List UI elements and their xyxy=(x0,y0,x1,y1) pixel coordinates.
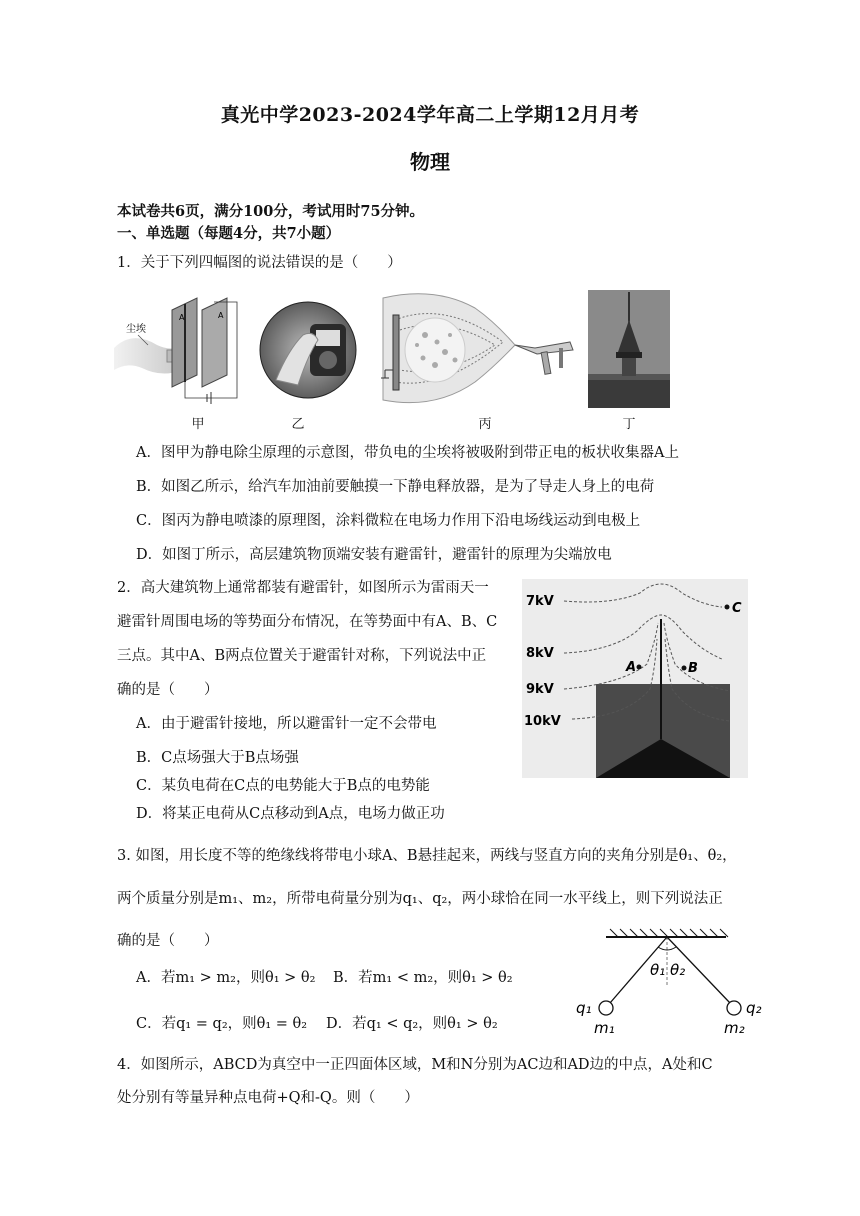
figure-ding-lightning-rod xyxy=(588,290,670,408)
dust-label: 尘埃 xyxy=(126,324,146,335)
plate-a-label: A xyxy=(218,311,224,320)
q1-label: q₁ xyxy=(576,999,592,1017)
q3-option-d: D．若q₁ < q₂，则θ₁ > θ₂ xyxy=(326,1016,498,1032)
q4-stem-line-2: 处分别有等量异种点电荷+Q和-Q。则（ ） xyxy=(117,1090,419,1106)
q3-option-c: C．若q₁ = q₂，则θ₁ = θ₂ xyxy=(136,1016,308,1032)
q3-stem-line-1: 3. 如图，用长度不等的绝缘线将带电小球A、B悬挂起来，两线与竖直方向的夹角分别是θ₁、θ₂， xyxy=(117,848,737,864)
figure-label-yi: 乙 xyxy=(291,417,305,432)
q3-option-a: A．若m₁ > m₂，则θ₁ > θ₂ xyxy=(136,970,316,986)
figure-hanging-balls xyxy=(570,925,770,1040)
section-heading: 一、单选题（每题4分，共7小题） xyxy=(117,225,341,242)
q2-option-d: D．将某正电荷从C点移动到A点，电场力做正功 xyxy=(136,806,445,822)
potential-7kv: 7kV xyxy=(526,594,554,609)
q2-stem-line-4: 确的是（ ） xyxy=(117,682,219,698)
figure-label-ding: 丁 xyxy=(622,417,636,432)
figure-label-bing: 丙 xyxy=(478,417,492,432)
figure-label-jia: 甲 xyxy=(191,417,205,432)
q3-stem-line-2: 两个质量分别是m₁、m₂，所带电荷量分别为q₁、q₂，两小球恰在同一水平线上，则下列说法正 xyxy=(117,891,723,907)
potential-10kv: 10kV xyxy=(524,714,561,729)
figure-bing-spray xyxy=(375,290,580,415)
q1-option-c: C．图丙为静电喷漆的原理图，涂料微粒在电场力作用下沿电场线运动到电极上 xyxy=(136,513,641,529)
q1-option-d: D．如图丁所示，高层建筑物顶端安装有避雷针，避雷针的原理为尖端放电 xyxy=(136,547,612,563)
figure-yi-photo xyxy=(258,300,358,400)
figure-equipotential xyxy=(522,579,748,778)
figure-jia-precipitator xyxy=(112,290,252,415)
q3-stem-line-3: 确的是（ ） xyxy=(117,933,219,949)
q4-stem-line-1: 4．如图所示，ABCD为真空中一正四面体区域，M和N分别为AC边和AD边的中点，A处和C xyxy=(117,1057,713,1073)
theta1-label: θ₁ xyxy=(650,961,666,979)
question-1-stem: 1．关于下列四幅图的说法错误的是（ ） xyxy=(117,255,402,271)
q2-stem-line-3: 三点。其中A、B两点位置关于避雷针对称，下列说法中正 xyxy=(117,648,487,664)
point-c: C xyxy=(732,601,742,616)
subject-title: 物理 xyxy=(410,150,450,174)
q2-stem-line-1: 2．高大建筑物上通常都装有避雷针，如图所示为雷雨天一 xyxy=(117,580,489,596)
q1-option-a: A．图甲为静电除尘原理的示意图，带负电的尘埃将被吸附到带正电的板状收集器A上 xyxy=(136,445,679,461)
q2-stem-line-2: 避雷针周围电场的等势面分布情况，在等势面中有A、B、C xyxy=(117,614,498,630)
q3-option-b: B．若m₁ < m₂，则θ₁ > θ₂ xyxy=(333,970,513,986)
q2-option-a: A．由于避雷针接地，所以避雷针一定不会带电 xyxy=(136,716,437,732)
theta2-label: θ₂ xyxy=(670,961,686,979)
q1-option-b: B．如图乙所示，给汽车加油前要触摸一下静电释放器，是为了导走人身上的电荷 xyxy=(136,479,655,495)
point-b: B xyxy=(688,661,698,676)
m2-label: m₂ xyxy=(724,1019,745,1037)
q2-option-c: C．某负电荷在C点的电势能大于B点的电势能 xyxy=(136,778,430,794)
point-a: A xyxy=(626,660,637,675)
page-title: 真光中学2023-2024学年高二上学期12月月考 xyxy=(220,104,640,126)
potential-8kv: 8kV xyxy=(526,646,554,661)
exam-intro: 本试卷共6页，满分100分，考试用时75分钟。 xyxy=(117,203,425,220)
potential-9kv: 9kV xyxy=(526,682,554,697)
q2-label: q₂ xyxy=(746,999,762,1017)
q2-option-b: B．C点场强大于B点场强 xyxy=(136,750,299,766)
m1-label: m₁ xyxy=(594,1019,615,1037)
svg-text:A: A xyxy=(179,313,185,322)
